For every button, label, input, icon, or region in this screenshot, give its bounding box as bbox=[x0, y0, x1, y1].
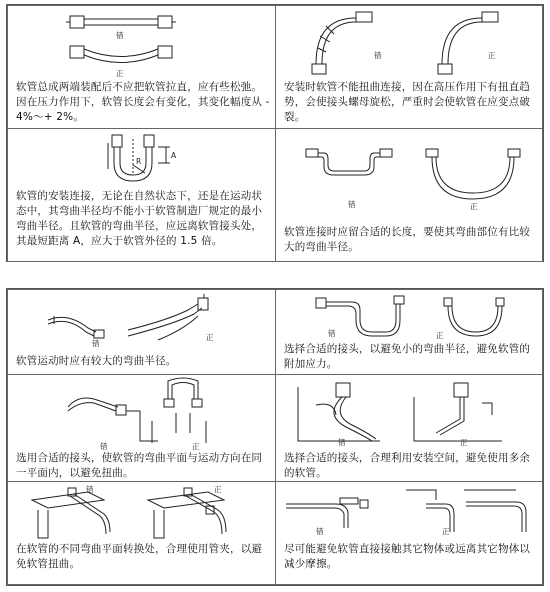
caption-fitting-selection: 选择合适的接头，以避免小的弯曲半径，避免软管的附加应力。 bbox=[284, 343, 531, 370]
caption-hose-length: 软管连接时应留合适的长度，要使其弯曲部位有比较大的弯曲半径。 bbox=[284, 226, 531, 253]
caption-hose-twist: 安装时软管不能扭曲连接，因在高压作用下有扭直趋势，会使接头螺母旋松，严重时会使软管在应变点破裂。 bbox=[284, 81, 531, 123]
cell-hose-slack bbox=[7, 5, 276, 129]
cell-pipe-clamp bbox=[7, 481, 276, 585]
length-illustration bbox=[276, 129, 544, 209]
label-right: 正 bbox=[214, 485, 222, 494]
slack-illustration bbox=[8, 6, 277, 76]
label-distance-a: A bbox=[171, 151, 177, 160]
label-wrong: 错 bbox=[338, 438, 346, 447]
hose-installation-table-1 bbox=[6, 4, 544, 262]
cell-bend-plane bbox=[7, 374, 276, 482]
cell-motion-radius bbox=[7, 289, 276, 375]
cell-bend-radius bbox=[7, 128, 276, 262]
caption-bend-radius: 软管的安装连接，无论在自然状态下，还是在运动状态中，其弯曲半径均不能小于软管制造厂规定的最小弯曲半径。且软管的弯曲半径，应远离软管接头处，其最短距离 A，应大于软管外径的 1.5 倍。 bbox=[16, 190, 263, 247]
caption-avoid-contact: 尽可能避免软管直接接触其它物体或远离其它物体以减少摩擦。 bbox=[284, 543, 531, 570]
label-radius: R bbox=[136, 157, 142, 166]
cell-install-space bbox=[275, 374, 543, 482]
label-right: 正 bbox=[460, 438, 468, 447]
bend-radius-illustration bbox=[8, 129, 277, 191]
fitting-selection-illustration bbox=[276, 290, 544, 340]
cell-hose-twist bbox=[275, 5, 543, 129]
label-right: 正 bbox=[436, 331, 444, 340]
pipe-clamp-illustration bbox=[8, 482, 277, 544]
label-wrong: 错 bbox=[316, 527, 324, 536]
label-right: 正 bbox=[488, 51, 496, 60]
label-right: 正 bbox=[442, 527, 450, 536]
label-wrong: 错 bbox=[374, 51, 382, 60]
bend-plane-illustration bbox=[8, 375, 277, 445]
label-right: 正 bbox=[116, 69, 124, 78]
hose-installation-table-2 bbox=[6, 288, 544, 586]
label-right: 正 bbox=[206, 333, 214, 342]
label-wrong: 错 bbox=[116, 31, 124, 40]
label-wrong: 错 bbox=[328, 329, 336, 338]
label-right: 正 bbox=[192, 442, 200, 451]
caption-pipe-clamp: 在软管的不同弯曲平面转换处，合理使用管夹，以避免软管扭曲。 bbox=[16, 543, 263, 570]
caption-install-space: 选择合适的接头，合理利用安装空间，避免使用多余的软管。 bbox=[284, 452, 531, 479]
cell-fitting-selection bbox=[275, 289, 543, 375]
caption-hose-slack: 软管总成两端装配后不应把软管拉直，应有些松弛。因在压力作用下，软管长度会有变化，其变化幅度从 - 4%～+ 2%。 bbox=[16, 81, 270, 123]
label-wrong: 错 bbox=[100, 442, 108, 451]
caption-bend-plane: 选用合适的接头，使软管的弯曲平面与运动方向在同一平面内，以避免扭曲。 bbox=[16, 452, 263, 479]
cell-hose-length bbox=[275, 128, 543, 262]
twist-illustration bbox=[276, 6, 544, 78]
label-wrong: 错 bbox=[348, 200, 356, 209]
label-right: 正 bbox=[470, 202, 478, 211]
motion-radius-illustration bbox=[8, 290, 277, 352]
cell-avoid-contact bbox=[275, 481, 543, 585]
label-wrong: 错 bbox=[92, 339, 100, 348]
install-space-illustration bbox=[276, 375, 544, 445]
caption-motion-radius: 软管运动时应有较大的弯曲半径。 bbox=[16, 355, 177, 367]
label-wrong: 错 bbox=[86, 485, 94, 494]
